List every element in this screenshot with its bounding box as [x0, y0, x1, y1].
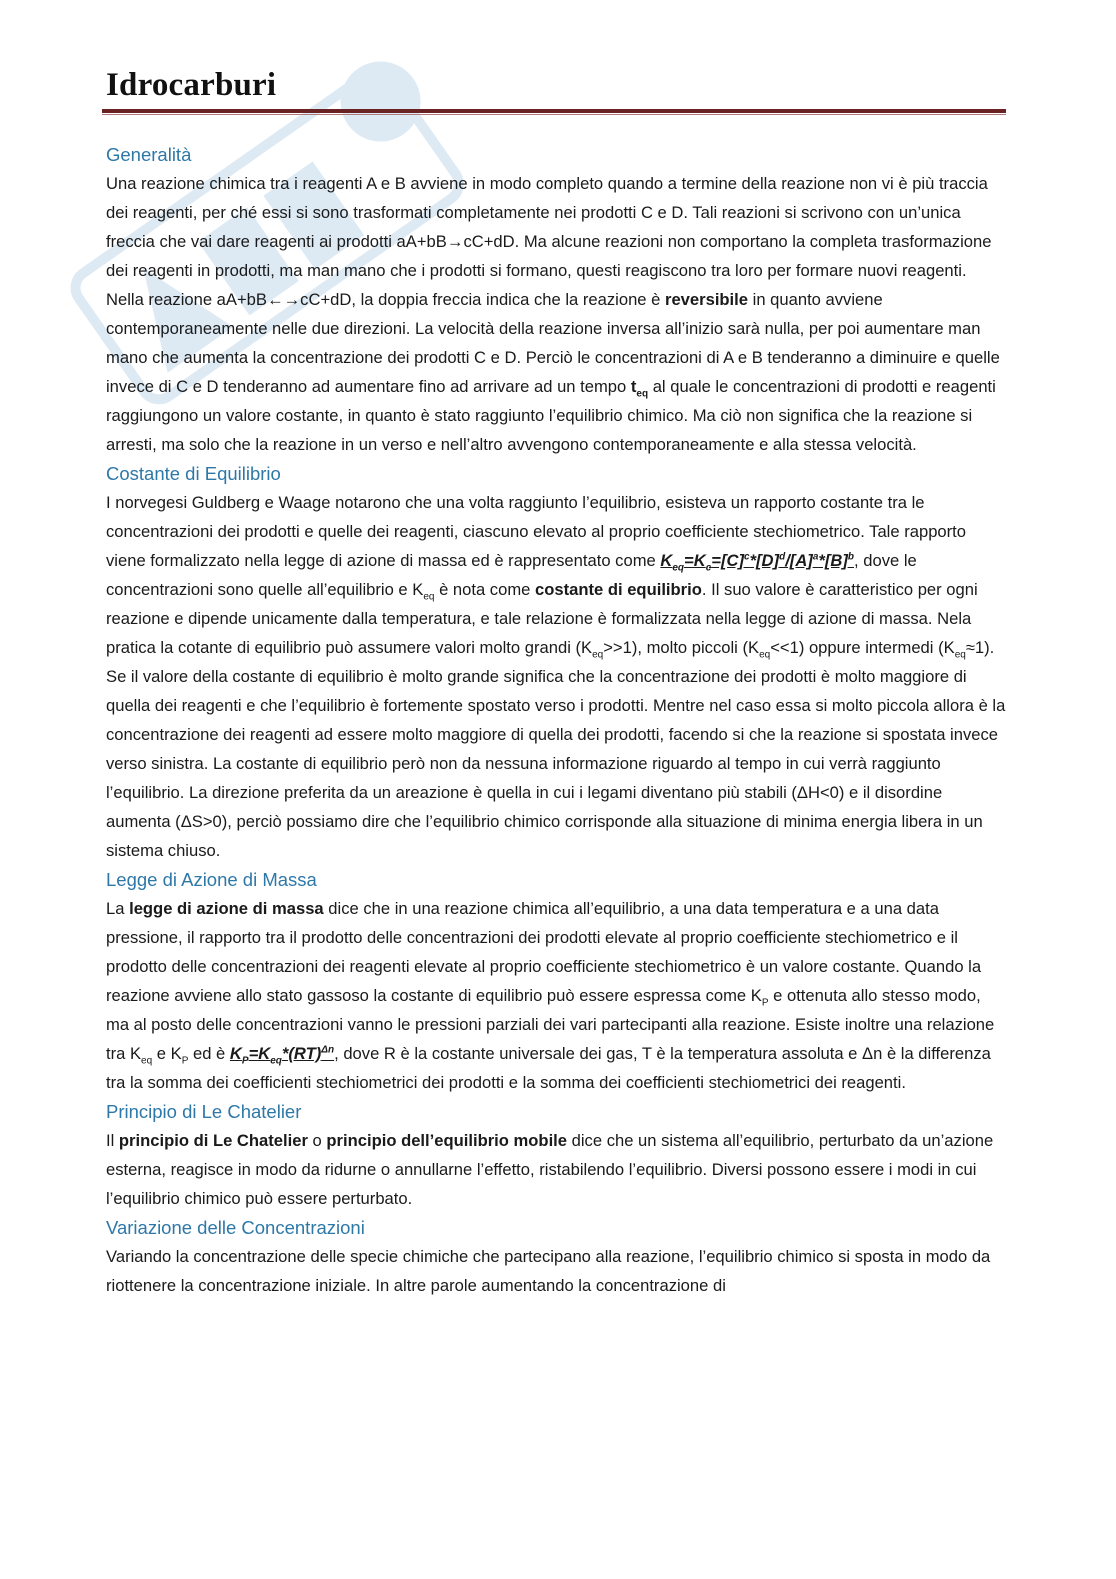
- title-rule: [106, 109, 1006, 116]
- document-body: [106, 140, 1006, 1300]
- document-page: [106, 62, 1006, 1300]
- section-heading-generalita: Generalità: [106, 144, 192, 165]
- paragraph-legge-azione-massa: La legge di azione di massa dice che in una reazione chimica all’equilibrio, a una data temperatura e a una data pressione, il rapporto tra il prodotto delle concentrazioni dei prodotti elevate al proprio coefficiente stechiometrico e il prodotto delle concentrazioni dei reagenti elevate al proprio coefficiente stechiometrico è un valore costante. Quando la reazione avviene allo stato gassoso la costante di equilibrio può essere espressa come $K_P$ e ottenuta allo stesso modo, ma al posto delle concentrazioni vanno le pressioni parziali dei vari partecipanti alla reazione. Esiste inoltre una relazione tra $K_{eq}$ e $K_P$ ed è $K_P=K_{eq}*(RT)^{\Delta n}$, dove R è la costante universale dei gas, T è la temperatura assoluta e Δn è la differenza tra la somma dei coefficienti stechiometrici dei prodotti e la somma dei coefficienti stechiometrici dei reagenti.: [106, 899, 995, 1092]
- paragraph-costante-equilibrio: I norvegesi Guldberg e Waage notarono che una volta raggiunto l’equilibrio, esisteva un rapporto costante tra le concentrazioni dei prodotti e quelle dei reagenti, ciascuno elevato al proprio coefficiente stechiometrico. Tale rapporto viene formalizzato nella legge di azione di massa ed è rappresentato come $K_{eq}=K_c=[C]^c*[D]^d/[A]^a*[B]^b$, dove le concentrazioni sono quelle all’equilibrio e $K_{eq}$ è nota come costante di equilibrio. Il suo valore è caratteristico per ogni reazione e dipende unicamente dalla temperatura, e tale relazione è formalizzata nella legge di azione di massa. Nela pratica la cotante di equilibrio può assumere valori molto grandi $(K_{eq}>>1)$, molto piccoli $(K_{eq}<<1)$ oppure intermedi $(K_{eq}\approx 1)$. Se il valore della costante di equilibrio è molto grande significa che la concentrazione dei prodotti è molto maggiore di quella dei reagenti e che l’equilibrio è fortemente spostato verso i prodotti. Mentre nel caso essa si molto piccola allora è la concentrazione dei reagenti ad essere molto maggiore di quella dei prodotti, facendo si che la reazione si spostata invece verso sinistra. La costante di equilibrio però non da nessuna informazione riguardo al tempo in cui verrà raggiunto l’equilibrio. La direzione preferita da un areazione è quella in cui i legami diventano più stabili (ΔH<0) e il disordine aumenta (ΔS>0), perciò possiamo dire che l’equilibrio chimico corrisponde alla situazione di minima energia libera in un sistema chiuso.: [106, 493, 1006, 860]
- section-heading-costante-equilibrio: Costante di Equilibrio: [106, 463, 281, 484]
- term-reversibile: reversibile: [664, 290, 749, 309]
- section-heading-le-chatelier: Principio di Le Chatelier: [106, 1101, 302, 1122]
- document-title: Idrocarburi: [106, 67, 277, 103]
- term-equilibrio-mobile: principio dell’equilibrio mobile: [326, 1131, 568, 1150]
- term-principio-le-chatelier: principio di Le Chatelier: [118, 1131, 308, 1150]
- term-teq: $t_{eq}$: [630, 377, 649, 400]
- term-legge-azione-massa: legge di azione di massa: [129, 899, 324, 918]
- paragraph-variazione-concentrazioni: Variando la concentrazione delle specie chimiche che partecipano alla reazione, l’equilibrio chimico si sposta in modo da riottenere la concentrazione iniziale. In altre parole aumentando la concentrazione di: [106, 1247, 991, 1295]
- paragraph-le-chatelier: Il principio di Le Chatelier o principio dell’equilibrio mobile dice che un sistema all’equilibrio, perturbato da un’azione esterna, reagisce in modo da ridurne o annullarne l’effetto, ristabilendo l’equilibrio. Diversi possono essere i modi in cui l’equilibrio chimico può essere perturbato.: [106, 1131, 994, 1208]
- formula-kp: $K_P=K_{eq}*(RT)^{\Delta n}$: [229, 1044, 335, 1067]
- term-costante-di-equilibrio: costante di equilibrio: [535, 580, 702, 599]
- section-heading-variazione-concentrazioni: Variazione delle Concentrazioni: [106, 1217, 365, 1238]
- formula-keq: $K_{eq}=K_c=[C]^c*[D]^d/[A]^a*[B]^b$: [660, 551, 855, 574]
- section-heading-legge-azione-massa: Legge di Azione di Massa: [106, 869, 317, 890]
- paragraph-generalita: Una reazione chimica tra i reagenti A e B avviene in modo completo quando a termine della reazione non vi è più traccia dei reagenti, per ché essi si sono trasformati completamente nei prodotti C e D. Tali reazioni si scrivono con un’unica freccia che vai dare reagenti ai prodotti aA+bB→cC+dD. Ma alcune reazioni non comportano la completa trasformazione dei reagenti in prodotti, ma man mano che i prodotti si formano, questi reagiscono tra loro per formare nuovi reagenti. Nella reazione aA+bB←→cC+dD, la doppia freccia indica che la reazione è reversibile in quanto avviene contemporaneamente nelle due direzioni. La velocità della reazione inversa all’inizio sarà nulla, per poi aumentare man mano che aumenta la concentrazione dei prodotti C e D. Perciò le concentrazioni di A e B tenderanno a diminuire e quelle invece di C e D tenderanno ad aumentare fino ad arrivare ad un tempo $t_{eq}$ al quale le concentrazioni di prodotti e reagenti raggiungono un valore costante, in quanto è stato raggiunto l’equilibrio chimico. Ma ciò non significa che la reazione si arresti, ma solo che la reazione in un verso e nell’altro avvengono contemporaneamente e alla stessa velocità.: [106, 174, 1000, 454]
